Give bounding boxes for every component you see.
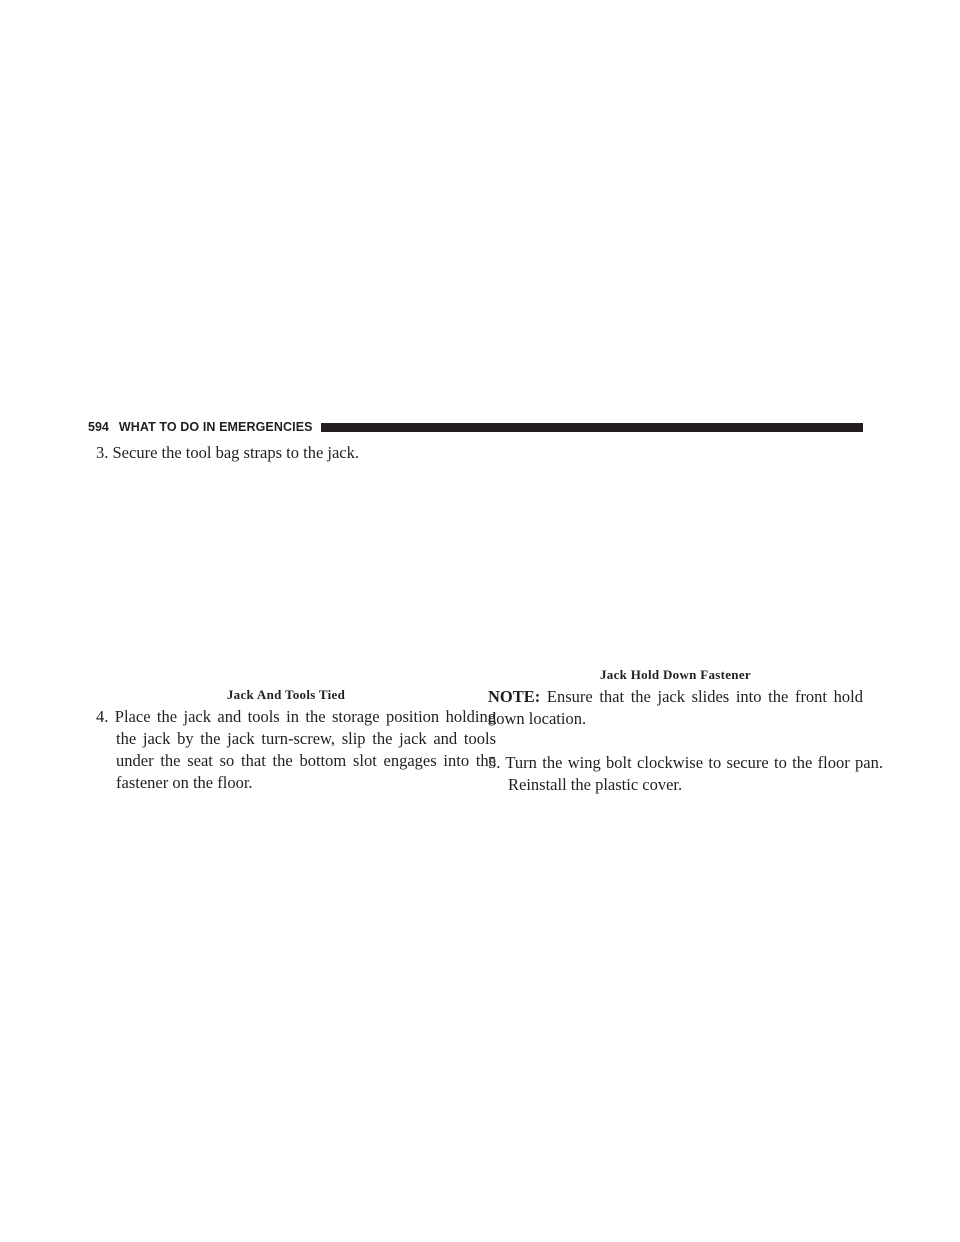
figure-caption-jack-and-tools-tied: Jack And Tools Tied xyxy=(226,687,346,702)
note-text: Ensure that the jack slides into the front hold down location. xyxy=(488,687,863,728)
note-label: NOTE: xyxy=(488,687,541,706)
header-rule xyxy=(321,423,863,432)
note-paragraph xyxy=(488,686,863,730)
section-title: WHAT TO DO IN EMERGENCIES xyxy=(118,420,313,434)
page-header xyxy=(88,418,863,436)
step-3-text: 3. Secure the tool bag straps to the jack. xyxy=(96,443,360,462)
figure-caption-jack-hold-down-fastener: Jack Hold Down Fastener xyxy=(600,667,751,682)
page-number: 594 xyxy=(88,420,109,434)
step-4-text: 4. Place the jack and tools in the storage position holding the jack by the jack turn-screw, slip the jack and tools under the seat so that the bottom slot engages into the fastener on the floor. xyxy=(96,707,496,792)
step-5-text: 5. Turn the wing bolt clockwise to secure to the floor pan. Reinstall the plastic cover. xyxy=(488,753,883,794)
